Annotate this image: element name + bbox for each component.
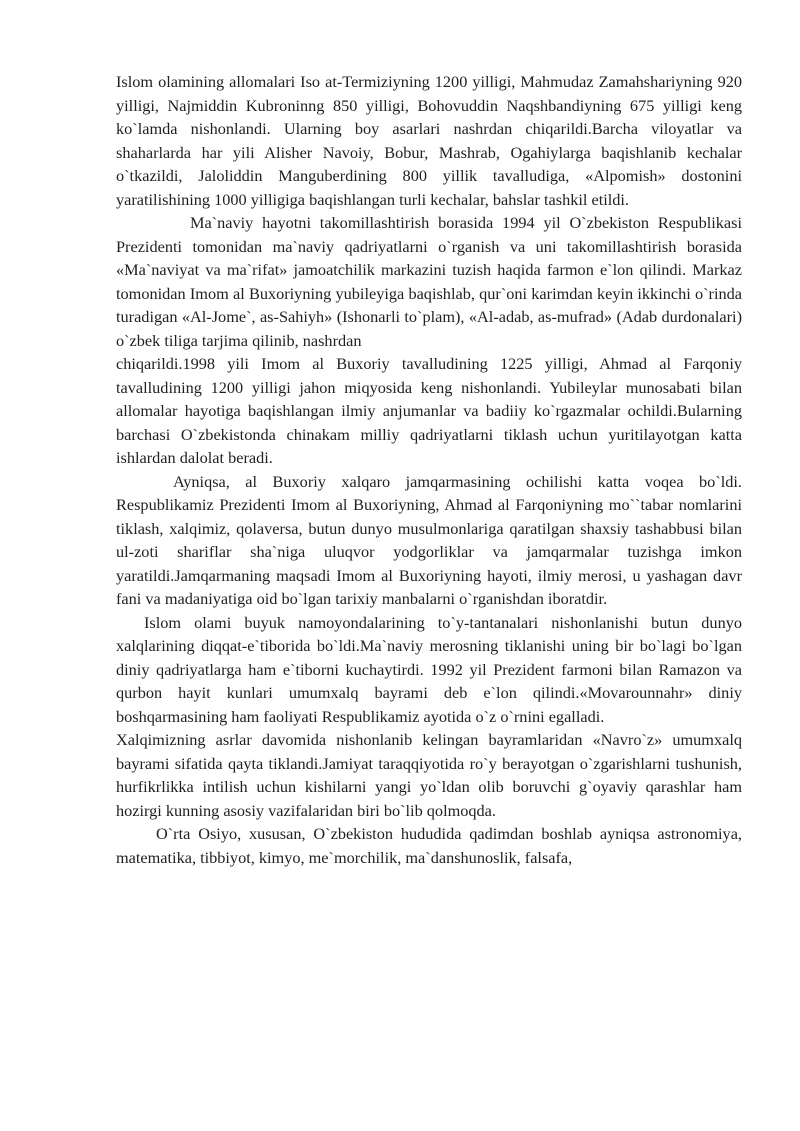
- paragraph-4: Ayniqsa, al Buxoriy xalqaro jamqarmasining ochilishi katta voqea bo`ldi. Respublikamiz Prezidenti Imom al Buxoriyning, Ahmad al Farqoniyning mo``tabar nomlarini tiklash, xalqimiz, qolaversa, butun dunyo musulmonlariga qaratilgan shaxsiy tashabbusi bilan ul-zoti shariflar sha`niga uluqvor yodgorliklar va jamqarmalar tuzishga imkon yaratildi.Jamqarmaning maqsadi Imom al Buxoriyning hayoti, ilmiy merosi, u yashagan davr fani va madaniyatiga oid bo`lgan tarixiy manbalarni o`rganishdan iboratdir.: [116, 471, 742, 608]
- paragraph-5: Islom olami buyuk namoyondalarining to`y-tantanalari nishonlanishi butun dunyo xalqlarining diqqat-e`tiborida bo`ldi.Ma`naviy merosning tiklanishi uning bir bo`lagi bo`lgan diniy qadriyatlarga ham e`tiborni kuchaytirdi. 1992 yil Prezident farmoni bilan Ramazon va qurbon hayit kunlari umumxalq bayrami deb e`lon qilindi.«Movarounnahr» diniy boshqarmasining ham faoliyati Respublikamiz ayotida o`z o`rnini egalladi.: [116, 612, 742, 726]
- paragraph-3: chiqarildi.1998 yili Imom al Buxoriy tavalludining 1225 yilligi, Ahmad al Farqoniy tavalludining 1200 yilligi jahon miqyosida keng nishonlandi. Yubileylar munosabati bilan allomalar hayotiga baqishlangan ilmiy anjumanlar va badiiy ko`rgazmalar ochildi.Bularning barchasi O`zbekistonda chinakam milliy qadriyatlarni tiklash uchun yuritilayotgan katta ishlardan dalolat beradi.: [116, 354, 742, 467]
- paragraph-1: Islom olamining allomalari Iso at-Termiziyning 1200 yilligi, Mahmudaz Zamahshariyning 920 yilligi, Najmiddin Kubroninng 850 yilligi, Bohovuddin Naqshbandiyning 675 yilligi keng ko`lamda nishonlandi. Ularning boy asarlari nashrdan chiqarildi.Barcha viloyatlar va shaharlarda har yili Alisher Navoiy, Bobur, Mashrab, Ogahiylarga baqishlanib kechalar o`tkazildi, Jaloliddin Manguberdining 800 yillik tavalludiga, «Alpomish» dostonini yaratilishining 1000 yilligiga baqishlangan turli kechalar, bahslar tashkil etildi.: [116, 72, 742, 209]
- paragraph-2: Ma`naviy hayotni takomillashtirish borasida 1994 yil O`zbekiston Respublikasi Prezidenti tomonidan ma`naviy qadriyatlarni o`rganish va uni takomillashtirish borasida «Ma`naviyat va ma`rifat» jamoatchilik markazini tuzish haqida farmon e`lon qilindi. Markaz tomonidan Imom al Buxoriyning yubileyiga baqishlab, qur`oni karimdan keyin ikkinchi o`rinda turadigan «Al-Jome`, as-Sahiyh» (Ishonarli to`plam), «Al-adab, as-mufrad» (Adab durdonalari) o`zbek tiliga tarjima qilinib, nashrdan: [116, 213, 742, 350]
- paragraph-6: Xalqimizning asrlar davomida nishonlanib kelingan bayramlaridan «Navro`z» umumxalq bayrami sifatida qayta tiklandi.Jamiyat taraqqiyotida ro`y berayotgan o`zgarishlarni tushunish, hurfikrlikka intilish uchun kishilarni yangi yo`ldan olib boruvchi g`oyaviy qarashlar ham hozirgi kunning asosiy vazifalaridan biri bo`lib qolmoqda.: [116, 730, 742, 820]
- document-page: [116, 70, 742, 869]
- paragraph-7: O`rta Osiyo, xususan, O`zbekiston hududida qadimdan boshlab ayniqsa astronomiya, matematika, tibbiyot, kimyo, me`morchilik, ma`danshunoslik, falsafa,: [116, 824, 742, 867]
